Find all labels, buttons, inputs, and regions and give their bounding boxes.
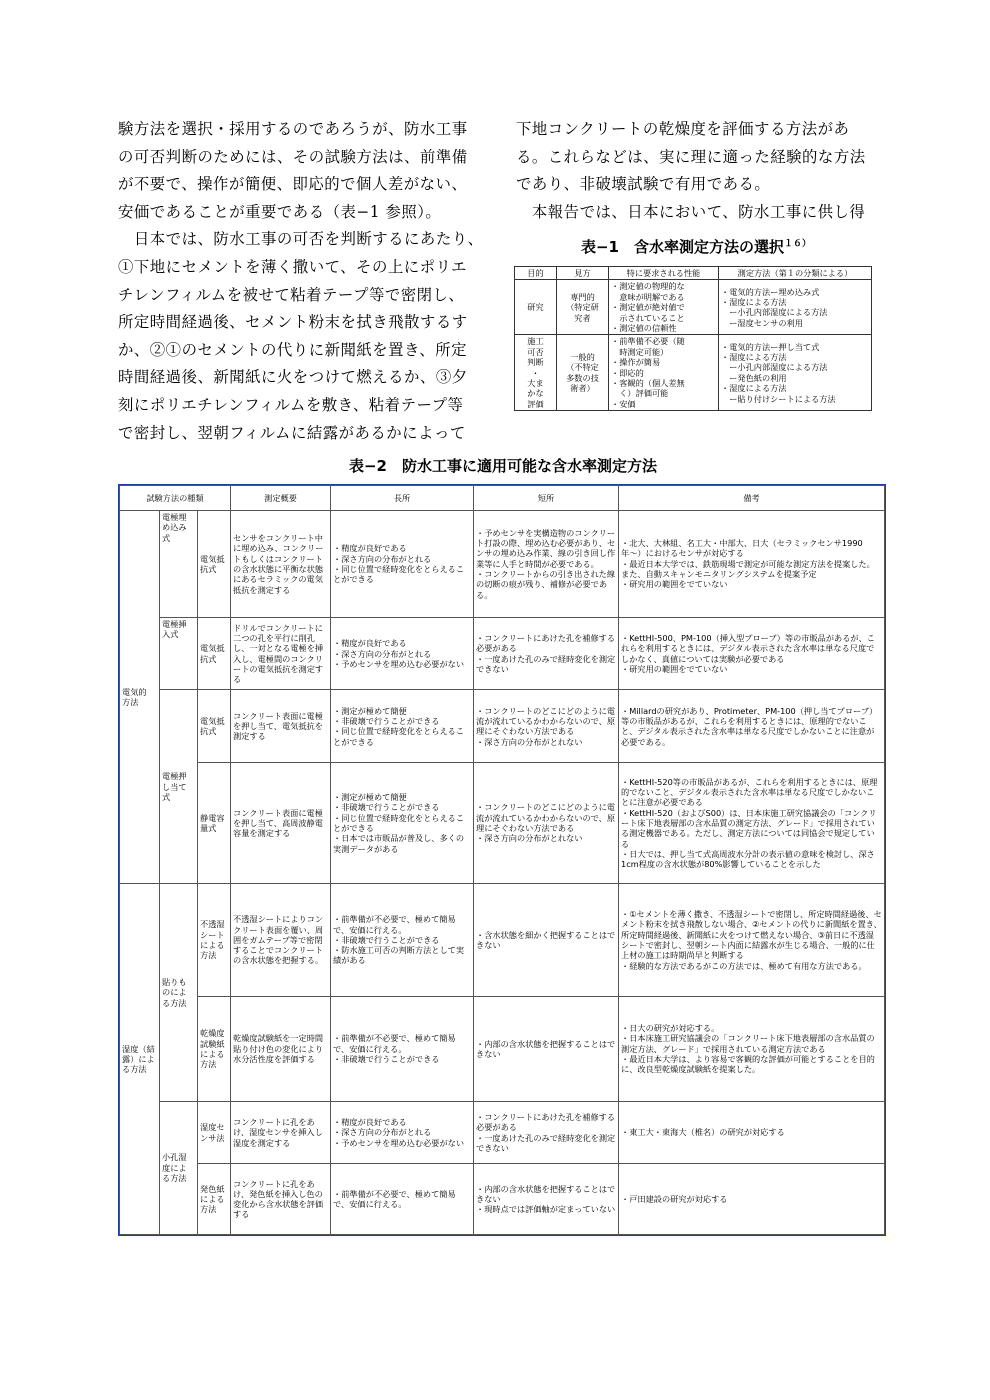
- table2-group-electric: 電気的 方法: [120, 511, 160, 884]
- table2-cell-cons: ・含水状態を細かく把握することはできない: [474, 884, 619, 997]
- table2-group-humidity: 湿度（結 露）によ る方法: [120, 884, 160, 1235]
- table1-row: [515, 280, 872, 335]
- body-line: の可否判断のためには、その試験方法は、前準備: [118, 147, 468, 166]
- table1-header-cell: 目的: [515, 267, 557, 280]
- table2-cell-pros: ・精度が良好である ・深さ方向の分布がとれる ・予めセンサを埋め込む必要がない: [331, 617, 474, 690]
- body-line: 刻にポリエチレンフィルムを敷き、粘着テープ等: [118, 395, 464, 414]
- table2-header-row: [120, 486, 885, 511]
- table2-cell-pros: ・前準備が不必要で、極めて簡易で、安価に行える。: [331, 1164, 474, 1235]
- table2-header-cell: 測定概要: [231, 486, 331, 511]
- body-line: であり、非破壊試験で有用である。: [516, 175, 771, 194]
- body-line: ①下地にセメントを薄く撒いて、その上にポリエ: [118, 257, 467, 276]
- table1-header-row: [515, 267, 872, 280]
- table2-cell-cons: ・内部の含水状態を把握することはできない ・現時点では評価軸が定まっていない: [474, 1164, 619, 1235]
- table2: [119, 485, 885, 1235]
- table1-cell-method: ・電気的方法ー押し当て式 ・湿度による方法 ー小孔内部湿度による方法 ー発色紙の利用 ・湿度による方法 ー貼り付けシートによる方法: [719, 335, 872, 411]
- table2-row: [120, 1101, 885, 1164]
- body-line: が不要で、操作が簡便、即応的で個人差がない、: [118, 175, 468, 194]
- table2-row: [120, 1164, 885, 1235]
- table2-sub-hole: 小孔湿 度によ る方法: [160, 1101, 198, 1234]
- body-line: る。これらなどは、実に理に適った経験的な方法: [516, 147, 866, 166]
- table2-cell-method: 電気抵 抗式: [198, 617, 231, 690]
- table2-row: [120, 884, 885, 997]
- table2-cell-cons: ・コンクリートのどこにどのように電流が流れているかわからないので、原理にそぐわない方法である ・深さ方向の分布がとれない: [474, 690, 619, 763]
- table2-cell-summary: コンクリート表面に電極を押し当て、高周波静電容量を測定する: [231, 763, 331, 884]
- table2-cell-notes: ・戸田建設の研究が対応する: [619, 1164, 885, 1235]
- body-line: 安価であることが重要である（表−1 参照）。: [118, 202, 442, 221]
- body-line: 本報告では、日本において、防水工事に供し得: [516, 202, 866, 221]
- table2-title: 表−2 防水工事に適用可能な含水率測定方法: [348, 457, 657, 475]
- table1: [514, 266, 872, 411]
- table2-cell-notes: ・Millardの研究があり、Protimeter、PM-100（押し当てプローブ）等の市販品があるが、これらを利用するときには、原理的でないこと、デジタル表示された含水率は単なる尺度でしかないことに注意が必要である。: [619, 690, 885, 763]
- table2-cell-summary: 不透湿シートによりコンクリート表面を覆い、周囲をガムテープ等で密閉することでコンクリートの含水状態を把握する。: [231, 884, 331, 997]
- table1-cell-performance: ・測定値の物理的な 意味が明解である ・測定値が絶対値で 示されていること ・測定値の信頼性: [609, 280, 719, 335]
- table2-header-cell: 備考: [619, 486, 885, 511]
- table2-row: [120, 996, 885, 1101]
- table2-cell-method: 乾燥度 試験紙 による 方法: [198, 996, 231, 1101]
- table2-cell-summary: コンクリートに孔をあけ、湿度センサを挿入し湿度を測定する: [231, 1101, 331, 1164]
- table2-row: [120, 690, 885, 763]
- table2-body: [120, 511, 885, 1235]
- table2-cell-method: 湿度セ ンサ法: [198, 1101, 231, 1164]
- table2-cell-pros: ・精度が良好である ・深さ方向の分布がとれる ・予めセンサを埋め込む必要がない: [331, 1101, 474, 1164]
- table2-header-cell: 短所: [474, 486, 619, 511]
- table2-cell-summary: コンクリート表面に電極を押し当て、電気抵抗を測定する: [231, 690, 331, 763]
- table2-sub-embed: 電極埋 め込み 式: [160, 511, 198, 618]
- body-line: 下地コンクリートの乾燥度を評価する方法があ: [516, 120, 850, 138]
- table2-cell-method: 電気抵 抗式: [198, 511, 231, 618]
- table2-cell-notes: ・東工大・東海大（椎名）の研究が対応する: [619, 1101, 885, 1164]
- table1-body: [515, 280, 872, 411]
- table1-cell-purpose: 施工 可否 判断 ・ 大ま かな 評価: [515, 335, 557, 411]
- table2-cell-pros: ・測定が極めて簡便 ・非破壊で行うことができる ・同じ位置で経時変化をとらえることができる ・日本では市販品が普及し、多くの実測データがある: [331, 763, 474, 884]
- table2-sub-insert: 電極挿 入式: [160, 617, 198, 690]
- table2-header-cell: 長所: [331, 486, 474, 511]
- table2-cell-method: 静電容 量式: [198, 763, 231, 884]
- body-column-left: [118, 116, 490, 447]
- body-line: チレンフィルムを被せて粘着テープ等で密閉し、: [118, 285, 465, 304]
- table2-row: [120, 763, 885, 884]
- table2-cell-cons: ・予めセンサを実構造物のコンクリート打設の際、埋め込む必要があり、センサの埋め込み作業、線の引き回し作業等に人手と時間が必要である。 ・コンクリートからの引き出された線の切断の痕が残り、補修が必要である。: [474, 511, 619, 618]
- table2-cell-notes: ・KettHI-520等の市販品があるが、これらを利用するときには、原理的でないこと、デジタル表示された含水率は単なる尺度でしかないことに注意が必要である ・KettHI-520（およびS00）は、日本床施工研究協議会の「コンクリート床下地表層部の含水品質の測定方法、グレード」で採用されている測定機器である。ただし、測定方法については同協会で規定している ・日大では、押し当て式高周波水分計の表示値の意味を検討し、深さ1cm程度の含水状態が80%影響していることを示した: [619, 763, 885, 884]
- table2-cell-method: 発色紙 による 方法: [198, 1164, 231, 1235]
- table2-cell-pros: ・測定が極めて簡便 ・非破壊で行うことができる ・同じ位置で経時変化をとらえることができる: [331, 690, 474, 763]
- table2-sub-sheet: 貼りも のによ る方法: [160, 884, 198, 1102]
- table2-row: [120, 617, 885, 690]
- table1-cell-method: ・電気的方法ー埋め込み式 ・湿度による方法 ー小孔内部湿度による方法 ー湿度センサの利用: [719, 280, 872, 335]
- table2-cell-summary: 乾燥度試験紙を一定時間貼り付け色の変化により水分活性度を評価する: [231, 996, 331, 1101]
- table2-frame: [118, 484, 886, 1236]
- table1-cell-view: 専門的 （特定研 究者: [557, 280, 609, 335]
- table1-title: [516, 236, 876, 257]
- body-line: 験方法を選択・採用するのであろうが、防水工事: [118, 120, 468, 138]
- table1-cell-performance: ・前準備不必要（随 時測定可能） ・操作が簡易 ・即応的 ・客観的（個人差無 く）評価可能 ・安価: [609, 335, 719, 411]
- table2-cell-method: 電気抵 抗式: [198, 690, 231, 763]
- table2-cell-summary: センサをコンクリート中に埋め込み、コンクリートもしくはコンクリートの含水状態に平衡な状態にあるセラミックの電気抵抗を測定する: [231, 511, 331, 618]
- table2-cell-pros: ・前準備が不必要で、極めて簡易で、安価に行える。 ・非破壊で行うことができる: [331, 996, 474, 1101]
- table2-cell-summary: ドリルでコンクリートに二つの孔を平行に削孔し、一対となる電極を挿入し、電極間のコンクリートの電気抵抗を測定する: [231, 617, 331, 690]
- table1-title-ref: １６）: [784, 239, 812, 249]
- table2-cell-notes: ・北大、大林組、名工大・中部大、日大（セラミックセンサ1990年〜）におけるセンサが対応する ・最近日本大学では、鉄筋現場で測定が可能な測定方法を提案した。また、自動スキャンモニタリングシステムを提案予定 ・研究用の範囲をでていない: [619, 511, 885, 618]
- table2-cell-notes: ・KettHI-500、PM-100（挿入型プローブ）等の市販品があるが、これらを利用するときには、デジタル表示された含水率は単なる尺度でしかなく、真値については実験が必要である ・研究用の範囲をでていない: [619, 617, 885, 690]
- body-line: 時間経過後、新聞紙に火をつけて燃えるか、③夕: [118, 368, 468, 387]
- table2-cell-cons: ・コンクリートにあけた孔を補修する必要がある ・一度あけた孔のみで経時変化を測定できない: [474, 617, 619, 690]
- table2-cell-cons: ・コンクリートのどこにどのように電流が流れているかわからないので、原理にそぐわない方法である ・深さ方向の分布がとれない: [474, 763, 619, 884]
- table2-cell-cons: ・内部の含水状態を把握することはできない: [474, 996, 619, 1101]
- table2-cell-notes: ・①セメントを薄く撒き、不透湿シートで密閉し、所定時間経過後、セメント粉末を拭き飛散しない場合、②セメントの代りに新聞紙を置き、所定時間経過後、新聞紙に火をつけて燃えない場合、③前日に不透湿シートで密封し、翌朝シート内面に結露水が生じる場合、一般的に仕上材の施工は時期尚早と判断する ・経験的な方法であるがこの方法では、極めて有用な方法である。: [619, 884, 885, 997]
- body-line: 日本では、防水工事の可否を判断するにあたり、: [118, 230, 484, 249]
- table1-header-cell: 見方: [557, 267, 609, 280]
- table2-cell-notes: ・日大の研究が対応する。 ・日本床施工研究協議会の「コンクリート床下地表層部の含水品質の測定方法、グレード」で採用されている測定方法である ・最近日本大学は、より容易で客観的な評価が可能とすることを目的に、改良型乾燥度試験紙を提案した。: [619, 996, 885, 1101]
- table2-sub-press: 電極押 し当て 式: [160, 690, 198, 884]
- table1-cell-purpose: 研究: [515, 280, 557, 335]
- table2-cell-summary: コンクリートに孔をあけ、発色紙を挿入し色の変化から含水状態を評価する: [231, 1164, 331, 1235]
- table1-row: [515, 335, 872, 411]
- table2-cell-pros: ・精度が良好である ・深さ方向の分布がとれる ・同じ位置で経時変化をとらえることができる: [331, 511, 474, 618]
- body-column-right: [516, 116, 876, 226]
- table2-row: [120, 511, 885, 618]
- table2-cell-pros: ・前準備が不必要で、極めて簡易で、安価に行える。 ・非破壊で行うことができる ・防水施工可否の判断方法として実績がある: [331, 884, 474, 997]
- table1-header-cell: 特に要求される性能: [609, 267, 719, 280]
- body-line: か、②①のセメントの代りに新聞紙を置き、所定: [118, 340, 467, 359]
- table2-header-cell: 試験方法の種類: [120, 486, 231, 511]
- body-line: 所定時間経過後、セメント粉末を拭き飛散するす: [118, 313, 468, 332]
- table1-header-cell: 測定方法（第１の分類による）: [719, 267, 872, 280]
- body-line: で密封し、翌朝フィルムに結露があるかによって: [118, 423, 466, 442]
- table1-cell-view: 一般的 （不特定 多数の技 術者）: [557, 335, 609, 411]
- table2-cell-method: 不透湿 シート による 方法: [198, 884, 231, 997]
- table2-cell-cons: ・コンクリートにあけた孔を補修する必要がある ・一度あけた孔のみで経時変化を測定できない: [474, 1101, 619, 1164]
- table1-title-text: 表−1 含水率測定方法の選択: [580, 238, 784, 256]
